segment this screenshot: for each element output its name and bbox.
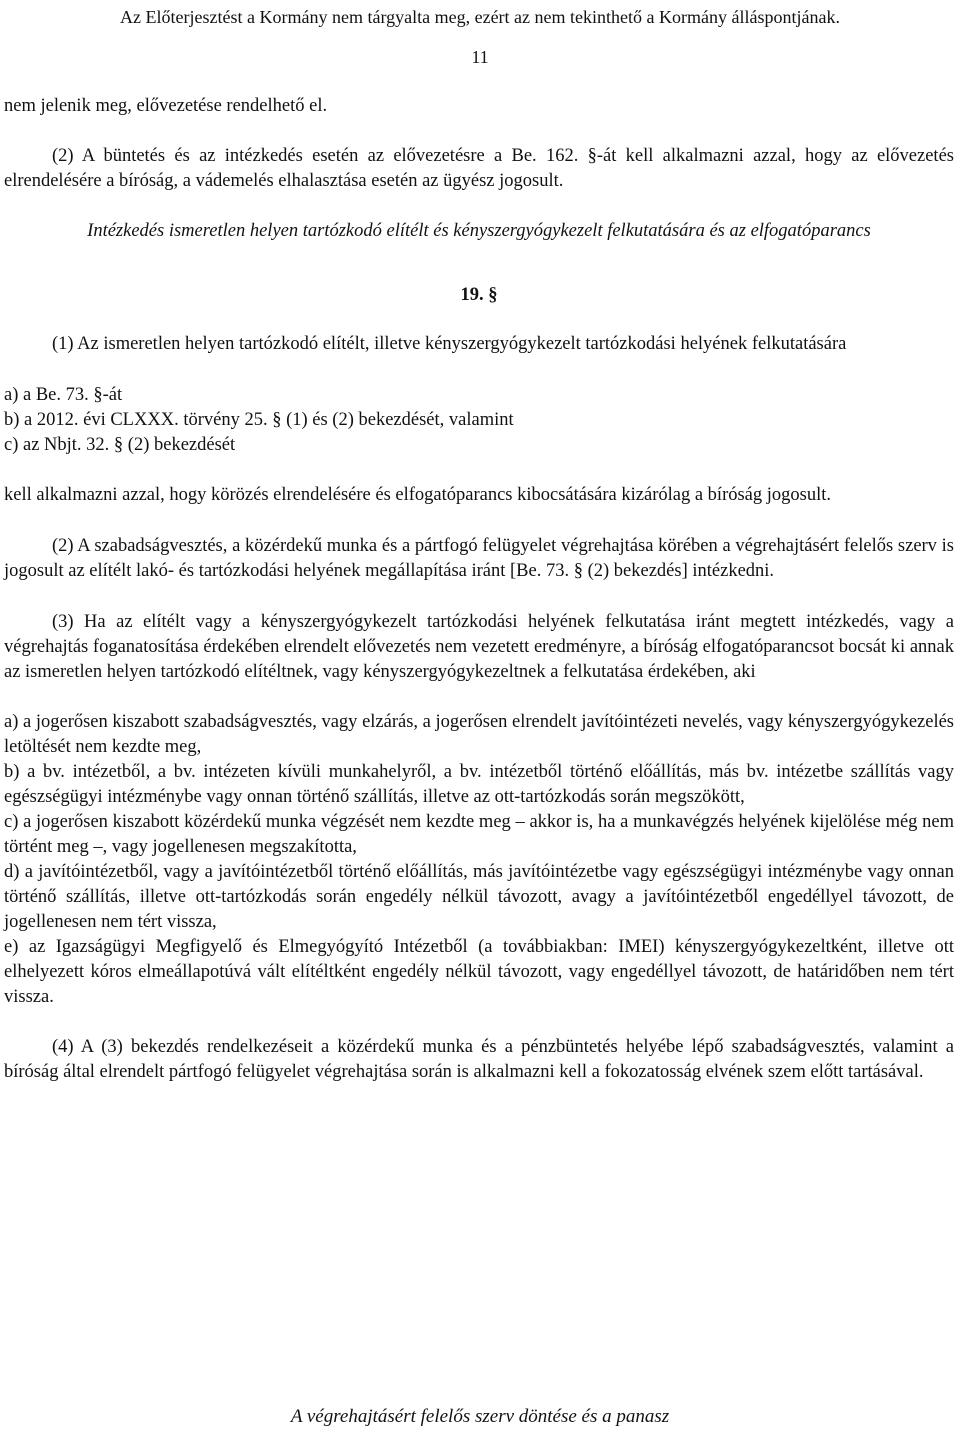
subsection-2: (2) A szabadságvesztés, a közérdekű munka és a pártfogó felügyelet végrehajtása körében a végrehajtásért felelős szerv is jogosult az elítélt lakó- és tartózkodási helyének megállapítása iránt [Be. 73. § (2) bekezdés] intézkedni. xyxy=(4,536,954,581)
subsection-1-point-b: b) a 2012. évi CLXXX. törvény 25. § (1) és (2) bekezdését, valamint xyxy=(4,410,514,430)
subsection-1: (1) Az ismeretlen helyen tartózkodó elítélt, illetve kényszergyógykezelt tartózkodási helyének felkutatására xyxy=(52,334,847,354)
page-header: Az Előterjesztést a Kormány nem tárgyalta meg, ezért az nem tekinthető a Kormány álláspontjának. xyxy=(120,7,840,27)
section-number: 19. § xyxy=(460,285,498,305)
subsection-1-closing: kell alkalmazni azzal, hogy körözés elrendelésére és elfogatóparancs kibocsátására kizárólag a bíróság jogosult. xyxy=(4,485,832,505)
section-title: Intézkedés ismeretlen helyen tartózkodó elítélt és kényszergyógykezelt felkutatására és az elfogatóparancs xyxy=(87,221,871,241)
continued-paragraph: nem jelenik meg, elővezetése rendelhető el. xyxy=(4,96,328,116)
subsection-3-point-d: d) a javítóintézetből, vagy a javítóintézetből történő előállítás, más javítóintézetbe vagy egészségügyi intézménybe vagy onnan történő szállítás, illetve ott-tartózkodás során engedély nélkül távozott, avagy a javítóintézetből engedéllyel távozott, de jogellenesen nem tért vissza, xyxy=(4,862,954,932)
subsection-3-point-a: a) a jogerősen kiszabott szabadságvesztés, vagy elzárás, a jogerősen elrendelt javítóintézeti nevelés, vagy kényszergyógykezelés letöltését nem kezdte meg, xyxy=(4,712,954,757)
subsection-1-point-c: c) az Nbjt. 32. § (2) bekezdését xyxy=(4,435,236,455)
subsection-3-point-c: c) a jogerősen kiszabott közérdekű munka végzését nem kezdte meg – akkor is, ha a munkavégzés helyének kijelölése még nem történt meg –, vagy jogellenesen megszakította, xyxy=(4,812,954,857)
subsection-1-point-a: a) a Be. 73. §-át xyxy=(4,385,123,405)
subsection-3: (3) Ha az elítélt vagy a kényszergyógykezelt tartózkodási helyének felkutatása iránt megtett intézkedés, vagy a végrehajtás foganatosítása érdekében elrendelt elővezetés nem vezetett eredményre, a bíróság elfogatóparancsot bocsát ki annak az ismeretlen helyen tartózkodó elítéltnek, vagy kényszergyógykezeltnek a felkutatása érdekében, aki xyxy=(4,612,954,682)
subsection-3-point-e: e) az Igazságügyi Megfigyelő és Elmegyógyító Intézetből (a továbbiakban: IMEI) kényszergyógykezeltként, illetve ott elhelyezett kóros elmeállapotúvá vált elítéltként engedély nélkül távozott, vagy engedéllyel távozott, de határidőben nem tért vissza. xyxy=(4,937,954,1007)
page-number: 11 xyxy=(471,47,489,67)
subsection-3-point-b: b) a bv. intézetből, a bv. intézeten kívüli munkahelyről, a bv. intézetből történő előállítás, más bv. intézetbe szállítás vagy egészségügyi intézménybe vagy onnan történő szállítás, illetve az ott-tartózkodás során megszökött, xyxy=(4,762,954,807)
paragraph-2: (2) A büntetés és az intézkedés esetén az elővezetésre a Be. 162. §-át kell alkalmazni azzal, hogy az elővezetés elrendelésére a bíróság, a vádemelés elhalasztása esetén az ügyész jogosult. xyxy=(4,146,954,191)
next-section-title: A végrehajtásért felelős szerv döntése és a panasz xyxy=(290,1406,670,1427)
document-body xyxy=(4,94,954,1085)
subsection-4: (4) A (3) bekezdés rendelkezéseit a közérdekű munka és a pénzbüntetés helyébe lépő szabadságvesztés, valamint a bíróság által elrendelt pártfogó felügyelet végrehajtása során is alkalmazni kell a fokozatosság elvének szem előtt tartásával. xyxy=(4,1037,954,1082)
